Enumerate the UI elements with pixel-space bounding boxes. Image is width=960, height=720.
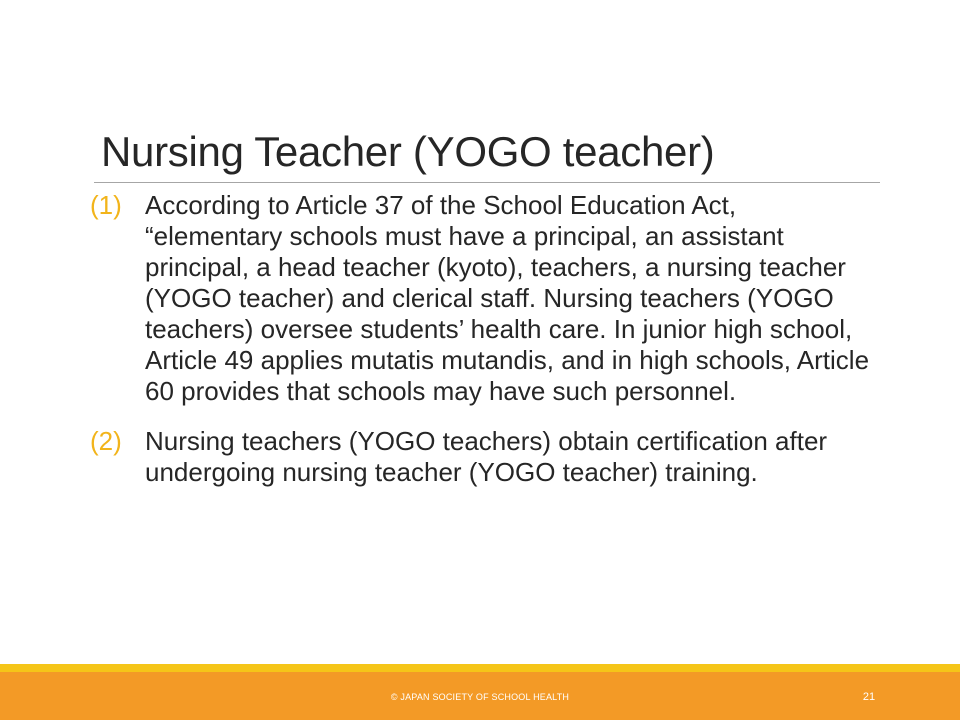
slide-content xyxy=(90,190,880,488)
footer-accent-stripe xyxy=(0,664,960,672)
slide-title: Nursing Teacher (YOGO teacher) xyxy=(101,128,715,175)
footer-copyright: © JAPAN SOCIETY OF SCHOOL HEALTH xyxy=(390,692,570,702)
list-item-text: According to Article 37 of the School Education Act, “elementary schools must have a principal, an assistant principal, a head teacher (kyoto), teachers, a nursing teacher (YOGO teacher) and clerical staff. Nursing teachers (YOGO teachers) oversee students’ health care. In junior high school, Article 49 applies mutatis mutandis, and in high schools, Article 60 provides that schools may have such personnel. xyxy=(145,190,870,406)
title-divider xyxy=(94,182,880,183)
list-item-text: Nursing teachers (YOGO teachers) obtain certification after undergoing nursing teacher (YOGO teacher) training. xyxy=(145,426,828,487)
list-item-number: (1) xyxy=(90,190,122,220)
list-item xyxy=(90,426,880,488)
page-number: 21 xyxy=(862,691,876,703)
footer-bar xyxy=(0,672,960,720)
list-item xyxy=(90,190,880,407)
list-item-number: (2) xyxy=(90,426,122,456)
